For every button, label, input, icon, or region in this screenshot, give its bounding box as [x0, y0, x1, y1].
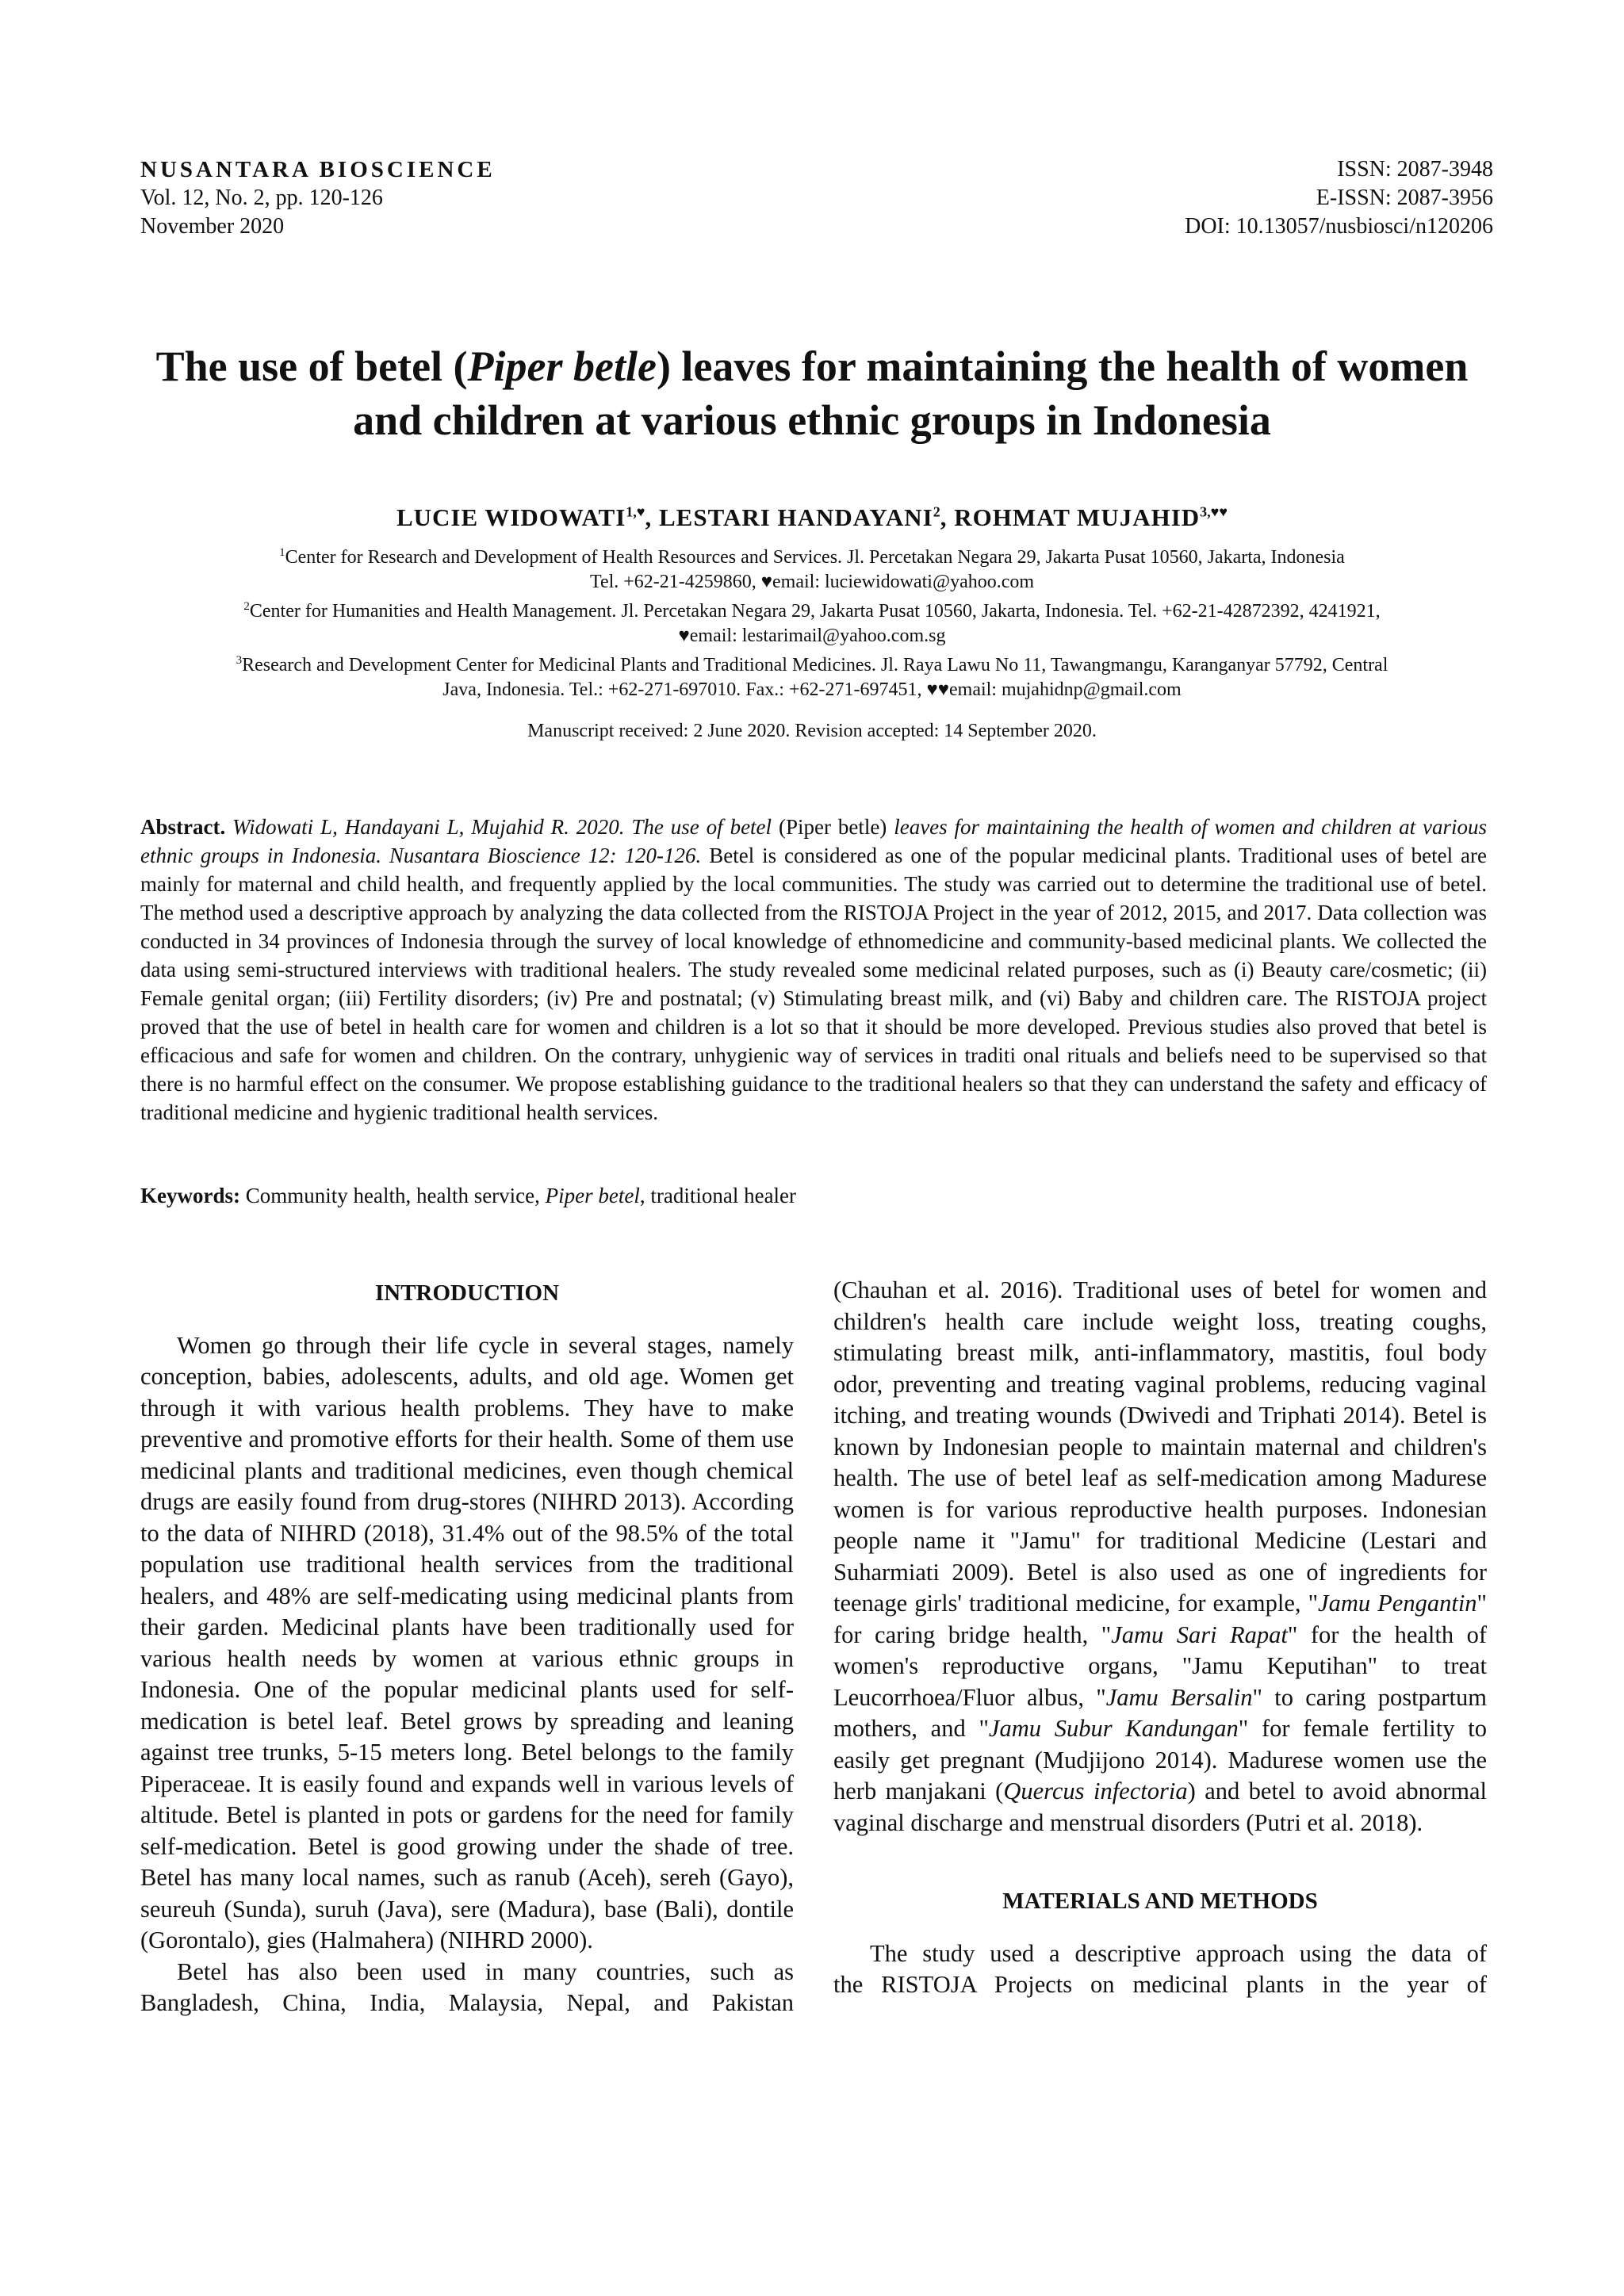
title-text-1: The use of betel ( [155, 342, 468, 390]
doi: DOI: 10.13057/nusbiosci/n120206 [1185, 214, 1493, 239]
author-3-sup: 3,♥♥ [1200, 503, 1228, 520]
affiliation-3 [119, 649, 1505, 678]
author-3: , ROHMAT MUJAHID [940, 503, 1201, 531]
affiliation-1 [119, 541, 1505, 570]
intro-cont-text-5: " for female fertility to easily get pregnant (Mudjijono 2014). Madurese women use the herb manjakani ( [833, 1715, 1488, 1804]
abstract-citation-2: leaves for maintaining the health of women and children at various ethnic groups in Indonesia. Nusantara Bioscience 12: 120-126. [140, 815, 1488, 867]
affiliation-3-sup: 3 [236, 654, 243, 667]
intro-cont-text-4: " to caring postpartum mothers, and " [833, 1683, 1487, 1742]
keywords-species: Piper betel [545, 1184, 640, 1207]
keywords [140, 1181, 1487, 1210]
abstract-citation-species: (Piper betle) [778, 815, 887, 839]
quercus-infectoria: Quercus infectoria [1003, 1777, 1188, 1804]
issue-date: November 2020 [140, 214, 285, 239]
intro-paragraph-2-line-1: Betel has also been used in many countries, such as [177, 1957, 794, 1985]
abstract-citation-1: Widowati L, Handayani L, Mujahid R. 2020. The use of betel [232, 815, 772, 839]
keywords-text-1: Community health, health service, [245, 1184, 540, 1207]
affiliation-2 [119, 595, 1505, 624]
intro-paragraph-continued [833, 1275, 1487, 1839]
author-1-sup: 1,♥ [626, 503, 645, 520]
affiliation-2-contact: ♥email: lestarimail@yahoo.com.sg [678, 626, 946, 646]
keywords-label: Keywords: [140, 1184, 240, 1207]
jamu-sari-rapat: Jamu Sari Rapat [1111, 1621, 1288, 1648]
issn-info [1185, 155, 1493, 241]
intro-cont-text-3: " for the health of women's reproductive organs, "Jamu Keputihan" to treat Leucorrhoea/Fluor albus, " [833, 1621, 1487, 1711]
affiliation-3-contact: Java, Indonesia. Tel.: +62-271-697010. Fax.: +62-271-697451, ♥♥email: mujahidnp@gmail.com [442, 679, 1182, 700]
affiliations [119, 541, 1505, 702]
intro-paragraph-1: Women go through their life cycle in several stages, namely conception, babies, adolescents, adults, and old age. Women get through it with various health problems. They have to make preventive and promotive efforts for their health. Some of them use medicinal plants and traditional medicines, even though chemical drugs are easily found from drug-stores (NIHRD 2013). According to the data of NIHRD (2018), 31.4% out of the 98.5% of the total population use traditional health services from the traditional healers, and 48% are self-medicating using medicinal plants from their garden. Medicinal plants have been traditionally used for various health needs by women at various ethnic groups in Indonesia. One of the popular medicinal plants used for self-medication is betel leaf. Betel grows by spreading and leaning against tree trunks, 5-15 meters long. Betel belongs to the family Piperaceae. It is easily found and expands well in various levels of altitude. Betel is planted in pots or gardens for the need for family self-medication. Betel is good growing under the shade of tree. Betel has many local names, such as ranub (Aceh), sereh (Gayo), seureuh (Sunda), suruh (Java), sere (Madura), base (Bali), dontile (Gorontalo), gies (Halmahera) (NIHRD 2000). [140, 1331, 794, 1954]
abstract-body: Betel is considered as one of the popular medicinal plants. Traditional uses of betel are mainly for maternal and child health, and frequently applied by the local communities. The study was carried out to determine the traditional use of betel. The method used a descriptive approach by analyzing the data collected from the RISTOJA Project in the year of 2012, 2015, and 2017. Data collection was conducted in 34 provinces of Indonesia through the survey of local knowledge of ethnomedicine and community-based medicinal plants. We collected the data using semi-structured interviews with traditional healers. The study revealed some medicinal related purposes, such as (i) Beauty care/cosmetic; (ii) Female genital organ; (iii) Fertility disorders; (iv) Pre and postnatal; (v) Stimulating breast milk, and (vi) Baby and children care. The RISTOJA project proved that the use of betel in health care for women and children is a lot so that it should be more developed. Previous studies also proved that betel is efficacious and safe for women and children. On the contrary, unhygienic way of services in traditi onal rituals and beliefs need to be supervised so that there is no harmful effect on the consumer. We propose establishing guidance to the traditional healers so that they can understand the safety and efficacy of traditional medicine and hygienic traditional health services. [140, 844, 1488, 1124]
keywords-text-2: , traditional healer [639, 1184, 797, 1207]
title-text-3: and children at various ethnic groups in Indonesia [353, 396, 1271, 444]
introduction-heading: INTRODUCTION [374, 1280, 560, 1306]
journal-name: NUSANTARA BIOSCIENCE [140, 157, 496, 182]
affiliation-1-line1: Center for Research and Development of Health Resources and Services. Jl. Percetakan Negara 29, Jakarta Pusat 10560, Jakarta, Indonesia [285, 547, 1345, 568]
affiliation-2-line1: Center for Humanities and Health Management. Jl. Percetakan Negara 29, Jakarta Pusat 10560, Jakarta, Indonesia. Tel. +62-21-42872392, 4241921, [249, 601, 1381, 622]
jamu-pengantin: Jamu Pengantin [1318, 1590, 1477, 1617]
methods-line-2: the RISTOJA Projects on medicinal plants in the year of [833, 1971, 1487, 1998]
left-column [140, 1275, 794, 2019]
intro-cont-text-1: (Chauhan et al. 2016). Traditional uses of betel for women and children's health care include weight loss, treating coughs, stimulating breast milk, anti-inflammatory, mastitis, foul body odor, preventing and treating vaginal problems, reducing vaginal itching, and treating wounds (Dwivedi and Triphati 2014). Betel is known by Indonesian people to maintain maternal and children's health. The use of betel leaf as self-medication among Madurese women is for various reproductive health purposes. Indonesian people name it "Jamu" for traditional Medicine (Lestari and Suharmiati 2009). Betel is also used as one of ingredients for teenage girls' traditional medicine, for example, " [833, 1276, 1487, 1617]
manuscript-dates: Manuscript received: 2 June 2020. Revision accepted: 14 September 2020. [527, 721, 1097, 741]
issn: ISSN: 2087-3948 [1337, 157, 1493, 182]
affiliation-1-sup: 1 [279, 546, 285, 559]
methods-line-1: The study used a descriptive approach using the data of [870, 1939, 1487, 1967]
title-text-2: ) leaves for maintaining the health of women [656, 342, 1469, 390]
affiliation-3-line1: Research and Development Center for Medicinal Plants and Traditional Medicines. Jl. Raya Lawu No 11, Tawangmangu, Karanganyar 57792, Central [242, 655, 1388, 675]
intro-cont-text-2: " for caring bridge health, " [833, 1590, 1487, 1648]
abstract [140, 813, 1487, 1127]
jamu-subur-kandungan: Jamu Subur Kandungan [988, 1715, 1239, 1742]
paper-title [95, 339, 1529, 447]
methods-heading: MATERIALS AND METHODS [1002, 1888, 1318, 1914]
author-2-sup: 2 [933, 503, 940, 520]
author-list [95, 503, 1529, 532]
intro-cont-text-6: ) and betel to avoid abnormal vaginal discharge and menstrual disorders (Putri et al. 2018). [833, 1777, 1487, 1836]
author-1: LUCIE WIDOWATI [396, 503, 626, 531]
jamu-bersalin: Jamu Bersalin [1105, 1683, 1253, 1711]
journal-info [140, 155, 496, 241]
affiliation-1-contact: Tel. +62-21-4259860, ♥email: luciewidowati@yahoo.com [589, 572, 1035, 592]
volume-info: Vol. 12, No. 2, pp. 120-126 [140, 186, 383, 210]
title-species: Piper betle [467, 342, 657, 390]
eissn: E-ISSN: 2087-3956 [1316, 186, 1493, 210]
affiliation-2-sup: 2 [243, 600, 250, 613]
intro-paragraph-2-line-2: Bangladesh, China, India, Malaysia, Nepal, and Pakistan [140, 1989, 794, 2016]
author-2: , LESTARI HANDAYANI [645, 503, 933, 531]
right-column [833, 1275, 1487, 2001]
abstract-label: Abstract. [140, 815, 226, 839]
